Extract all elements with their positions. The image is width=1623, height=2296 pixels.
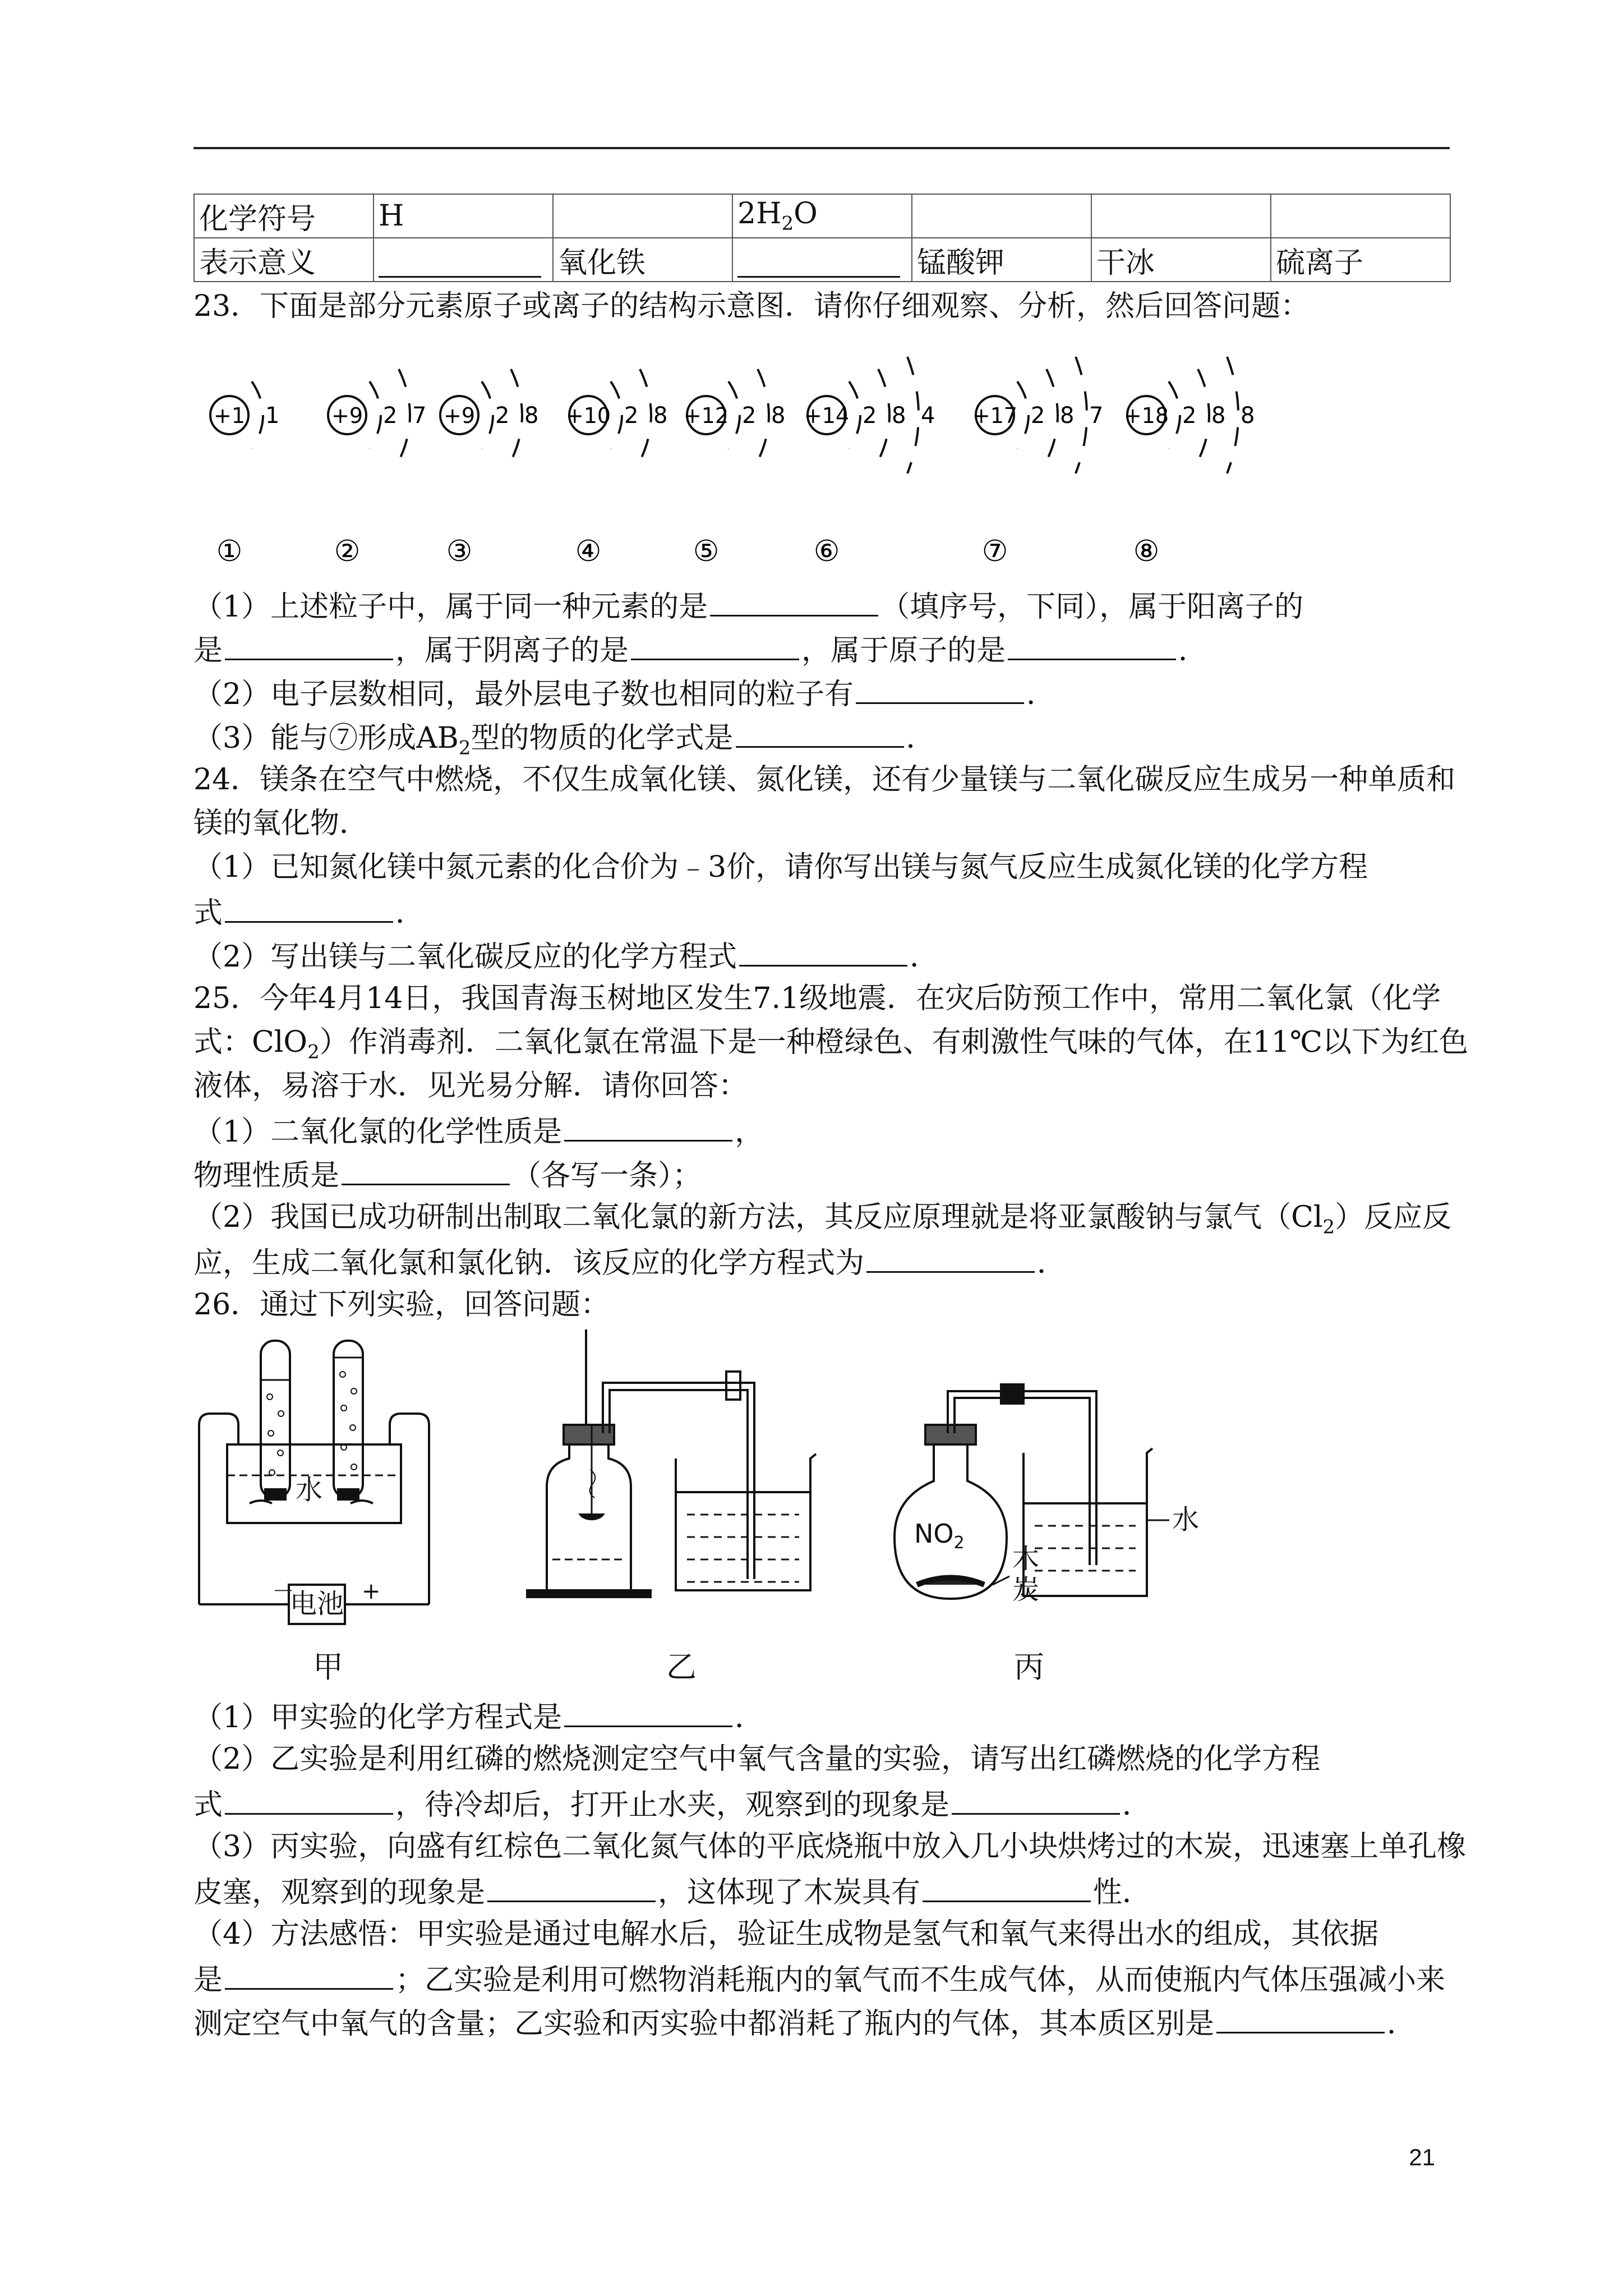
battery-label: 电池 [289, 1588, 344, 1619]
caption-bing: 丙 [1014, 1649, 1044, 1685]
electron-shell-arc [907, 357, 919, 473]
particle-number-label: ⑥ [813, 535, 840, 568]
answer-blank[interactable] [342, 1152, 510, 1185]
q26-part4-line3: 测定空气中氧气的含量；乙实验和丙实验中都消耗了瓶内的气体，其本质区别是 ． [193, 2000, 1416, 2045]
particle-number-label: ② [334, 535, 361, 568]
electron-shell-arc [1076, 357, 1087, 473]
particle-number-label: ④ [575, 535, 602, 568]
row1-cell-1: H [374, 194, 553, 238]
electron-shell-arc [849, 381, 860, 449]
particle-number-label: ⑤ [693, 535, 720, 568]
nucleus-charge: +14 [804, 403, 850, 428]
electron-count: 2 [1182, 403, 1197, 429]
electron-count: 8 [1060, 403, 1075, 429]
q26-part4-line2: 是 ；乙实验是利用可燃物消耗瓶内的氧气而不生成气体，从而使瓶内气体压强减小来 [193, 1957, 1445, 2001]
q24-line4: 式 ． [193, 890, 425, 935]
table-row [194, 194, 1450, 238]
electron-shell-arc [482, 381, 493, 449]
row2-cell-6: 硫离子 [1271, 238, 1450, 282]
electron-shell-arc [1169, 381, 1180, 449]
q26-part4-line1: （4）方法感悟：甲实验是通过电解水后，验证生成物是氢气和氧气来得出水的组成，其依据 [193, 1917, 1379, 1951]
electron-count: 2 [863, 403, 877, 429]
atom-diagram [566, 369, 668, 568]
answer-blank[interactable] [856, 671, 1024, 704]
electron-count: 2 [1031, 403, 1045, 429]
water-label: 水 [295, 1474, 323, 1506]
electron-shell-arc [611, 381, 622, 449]
electron-shell-arc [1227, 357, 1238, 473]
row1-cell-4 [912, 194, 1091, 238]
row1-label: 化学符号 [194, 194, 374, 238]
answer-blank[interactable] [225, 1782, 393, 1815]
q23-stem: 23．下面是部分元素原子或离子的结构示意图．请你仔细观察、分析，然后回答问题： [193, 289, 1310, 323]
q26-part3-line1: （3）丙实验，向盛有红棕色二氧化氮气体的平底烧瓶中放入几小块烘烤过的木炭，迅速塞上单孔橡 [193, 1830, 1467, 1864]
q24-line2: 镁的氧化物． [193, 807, 369, 840]
row2-label: 表示意义 [194, 238, 374, 282]
atom-diagram [440, 369, 538, 568]
answer-blank[interactable] [952, 1782, 1120, 1815]
q26-part2-line2: 式 ，待冷却后，打开止水夹，观察到的现象是 ． [193, 1782, 1151, 1826]
experiment-figures [193, 1329, 1450, 1694]
electron-count: 7 [412, 403, 427, 429]
electron-count: 2 [742, 403, 757, 429]
atom-diagram [972, 357, 1104, 568]
electron-count: 2 [495, 403, 510, 429]
answer-blank[interactable] [379, 242, 541, 278]
nucleus-charge: +18 [1123, 403, 1169, 428]
electron-shell-arc [370, 381, 381, 449]
row2-cell-3 [732, 238, 912, 282]
answer-blank[interactable] [564, 1694, 732, 1727]
electron-count: 7 [1089, 403, 1104, 429]
electron-shell-arc [511, 369, 522, 461]
q25-line6: （2）我国已成功研制出制取二氧化氯的新方法，其反应原理就是将亚氯酸钠与氯气$(Cl_2)$反应反 [193, 1200, 1452, 1239]
caption-jia: 甲 [313, 1649, 343, 1685]
q25-line4: （1）二氧化氯的化学性质是 ， [193, 1108, 764, 1153]
electron-count: 8 [524, 403, 539, 429]
q25-line3: 液体，易溶于水．见光易分解．请你回答： [193, 1069, 748, 1103]
atom-diagram [210, 381, 279, 568]
charcoal-label-2: 炭 [1012, 1574, 1040, 1605]
symbol-table [193, 194, 1451, 282]
atom-diagram [684, 369, 786, 568]
electron-shell-arc [878, 369, 889, 461]
atom-diagram [1124, 357, 1255, 568]
electron-shell-arc [1198, 369, 1209, 461]
answer-blank[interactable] [736, 715, 904, 748]
answer-blank[interactable] [923, 1869, 1091, 1902]
atom-diagram [804, 357, 935, 568]
answer-blank[interactable] [866, 1240, 1035, 1273]
charcoal-label-1: 木 [1012, 1543, 1040, 1575]
electron-shell-arc [758, 369, 769, 461]
row2-cell-5: 干冰 [1091, 238, 1271, 282]
q26-part1: （1）甲实验的化学方程式是 ． [193, 1694, 764, 1739]
row1-cell-6 [1271, 194, 1450, 238]
answer-blank[interactable] [631, 627, 799, 660]
q24-line3: （1）已知氮化镁中氮元素的化合价为﹣3价，请你写出镁与氮气反应生成氮化镁的化学方程 [193, 850, 1368, 884]
nucleus-charge: +9 [443, 403, 476, 428]
electron-shell-arc [1017, 381, 1029, 449]
electron-shell-arc [399, 369, 410, 461]
nucleus-charge: +17 [972, 403, 1018, 428]
row2-cell-4: 锰酸钾 [912, 238, 1091, 282]
battery-plus-label: + [362, 1579, 381, 1604]
battery-minus-label: － [272, 1579, 294, 1604]
q23-part3: （3）能与⑦形成$AB_2$型的物质的化学式是 ． [193, 715, 935, 769]
electron-shell-arc [728, 381, 740, 449]
answer-blank[interactable] [737, 242, 900, 278]
row1-cell-3: $2H_2O$ [732, 194, 912, 238]
no2-label: $NO_2$ [914, 1519, 965, 1553]
caption-yi: 乙 [666, 1649, 697, 1685]
answer-blank[interactable] [739, 933, 907, 967]
q25-line7: 应，生成二氧化氯和氯化钠．该反应的化学方程式为 ． [193, 1240, 1066, 1285]
q26-part3-line2: 皮塞，观察到的现象是 ，这体现了木炭具有 性． [193, 1869, 1151, 1914]
q24-line5: （2）写出镁与二氧化碳反应的化学方程式 ． [193, 933, 939, 978]
q23-part1-line1: （1）上述粒子中，属于同一种元素的是 （填序号，下同），属于阳离子的 [193, 583, 1303, 628]
particle-number-label: ⑦ [981, 535, 1008, 568]
q25-line2: 式：ClO$_2$）作消毒剂．二氧化氯在常温下是一种橙绿色、有刺激性气味的气体，在11℃以下为红色 [193, 1025, 1469, 1064]
nucleus-charge: +12 [683, 403, 729, 428]
electron-count: 8 [892, 403, 906, 429]
particle-number-label: ③ [446, 535, 473, 568]
q23-part1-line2: 是 ，属于阴离子的是 ，属于原子的是 ． [193, 627, 1207, 672]
particle-number-label: ① [216, 535, 243, 568]
answer-blank[interactable] [1008, 627, 1176, 660]
row2-cell-1 [374, 238, 553, 282]
row1-cell-2 [553, 194, 732, 238]
q24-line1: 24．镁条在空气中燃烧，不仅生成氧化镁、氮化镁，还有少量镁与二氧化碳反应生成另一种单质和 [193, 763, 1456, 797]
electrolysis-apparatus [199, 1341, 429, 1685]
answer-blank[interactable] [225, 890, 393, 923]
answer-blank[interactable] [1216, 2000, 1385, 2033]
q25-line5: 物理性质是 （各写一条）； [193, 1152, 702, 1197]
table-row [194, 238, 1450, 282]
electron-count: 2 [624, 403, 639, 429]
q26-stem: 26．通过下列实验，回答问题： [193, 1288, 610, 1322]
page-number: 21 [1409, 2144, 1435, 2170]
row1-cell-5 [1091, 194, 1271, 238]
answer-blank[interactable] [225, 627, 393, 660]
row2-cell-2: 氧化铁 [553, 238, 732, 282]
water-label-bing: 水 [1172, 1504, 1200, 1535]
phosphorus-apparatus [527, 1329, 816, 1685]
electron-count: 8 [653, 403, 668, 429]
electron-count: 4 [921, 403, 935, 429]
nucleus-charge: +9 [331, 403, 363, 428]
particle-number-label: ⑧ [1133, 535, 1160, 568]
atom-diagram [328, 369, 426, 568]
q23-part2: （2）电子层数相同，最外层电子数也相同的粒子有 ． [193, 671, 1055, 716]
answer-blank[interactable] [487, 1869, 656, 1902]
nucleus-charge: +1 [213, 403, 246, 428]
q26-part2-line1: （2）乙实验是利用红磷的燃烧测定空气中氧气含量的实验，请写出红磷燃烧的化学方程 [193, 1742, 1321, 1776]
q25-line1: 25．今年4月14日，我国青海玉树地区发生7.1级地震．在灾后防预工作中，常用二氧化氯（化学 [193, 982, 1441, 1015]
electron-count: 8 [1241, 403, 1255, 429]
atom-structure-diagrams [193, 325, 1450, 583]
charcoal-apparatus [895, 1384, 1199, 1685]
answer-blank[interactable] [225, 1957, 393, 1990]
electron-shell-arc [640, 369, 651, 461]
electron-count: 2 [383, 403, 398, 429]
header-rule [193, 147, 1450, 149]
electron-shell-arc [1046, 369, 1058, 461]
electron-count: 1 [265, 403, 280, 429]
nucleus-charge: +10 [565, 403, 611, 428]
answer-blank[interactable] [710, 583, 878, 616]
electron-count: 8 [1211, 403, 1226, 429]
electron-shell-arc [252, 381, 263, 449]
electron-count: 8 [771, 403, 786, 429]
answer-blank[interactable] [564, 1108, 732, 1142]
